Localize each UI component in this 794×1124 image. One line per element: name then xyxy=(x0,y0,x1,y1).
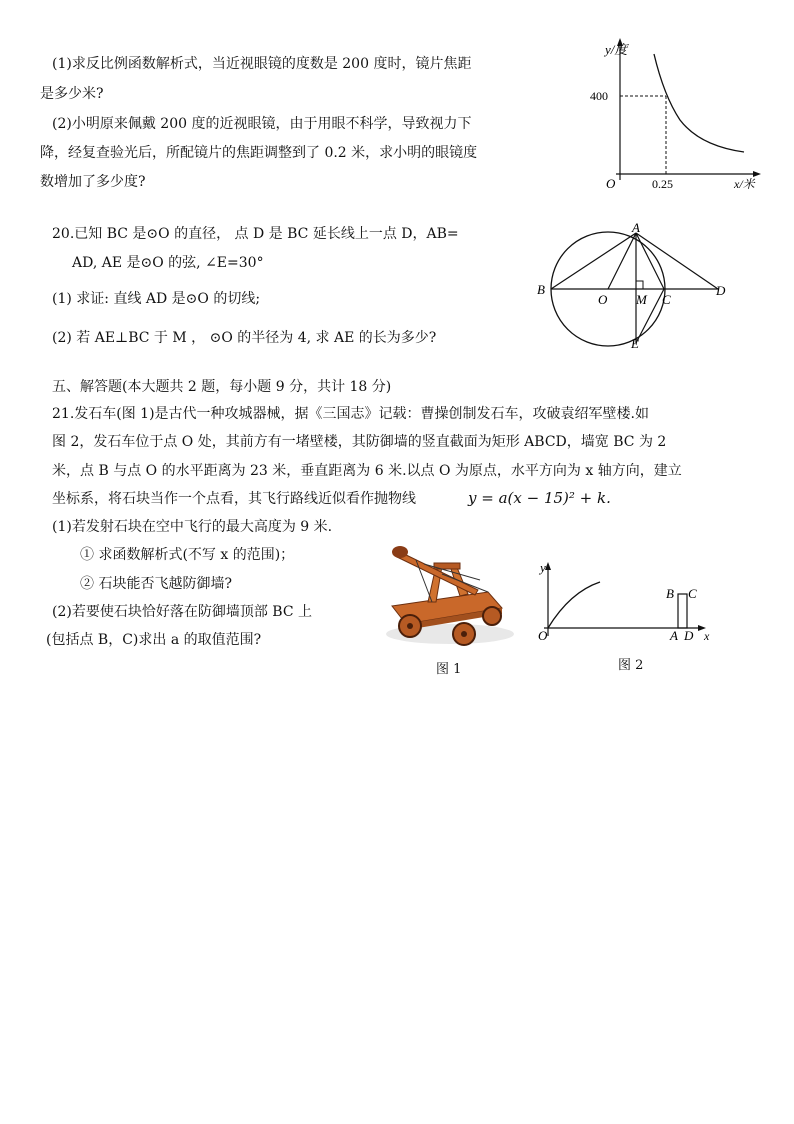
q21-part2-line1: (2)若要使石块恰好落在防御墙顶部 BC 上 xyxy=(52,604,312,620)
q21-formula: y = a(x − 15)² + k. xyxy=(468,489,611,507)
q20-line1: 20.已知 BC 是⊙O 的直径， 点 D 是 BC 延长线上一点 D，AB= xyxy=(52,226,459,242)
fig1-caption: 图 1 xyxy=(436,662,462,677)
q19-part1-line2: 是多少米? xyxy=(40,86,104,102)
q21-sub2: ② 石块能否飞越防御墙? xyxy=(80,576,232,592)
q21-sub1: ① 求函数解析式(不写 x 的范围)； xyxy=(80,547,295,563)
y-tick-400: 400 xyxy=(590,89,608,103)
q20-line2: AD, AE 是⊙O 的弦, ∠E=30° xyxy=(72,255,264,271)
q19-part1-line1: (1)求反比例函数解析式，当近视眼镜的度数是 200 度时，镜片焦距 xyxy=(52,56,472,72)
label-m: M xyxy=(636,292,647,307)
q20-part2: (2) 若 AE⊥BC 于 M ， ⊙O 的半径为 4, 求 AE 的长为多少? xyxy=(52,330,437,346)
q21-line3: 米，点 B 与点 O 的水平距离为 23 米，垂直距离为 6 米.以点 O 为原点，水平方向为 x 轴方向，建立 xyxy=(52,463,682,479)
origin-label: O xyxy=(606,176,616,191)
q21-part2-line2: (包括点 B，C)求出 a 的取值范围? xyxy=(46,632,262,648)
line-ao xyxy=(608,233,636,289)
label-a: A xyxy=(632,220,640,235)
fig2-caption: 图 2 xyxy=(618,658,644,673)
q19-part2-line2: 降，经复查验光后，所配镜片的焦距调整到了 0.2 米，求小明的眼镜度 xyxy=(40,145,478,161)
label-x: x xyxy=(704,629,710,643)
label-c: C xyxy=(688,586,697,601)
label-c: C xyxy=(662,292,671,307)
x-axis-label: x/米 xyxy=(734,177,755,191)
q21-coordinate-figure xyxy=(534,556,718,652)
line-ab xyxy=(551,233,636,289)
x-tick-025: 0.25 xyxy=(652,177,673,191)
label-o: O xyxy=(538,628,548,643)
label-d: D xyxy=(684,628,694,643)
y-axis-label: y/度 xyxy=(605,42,628,57)
q20-circle-figure xyxy=(532,220,742,350)
trajectory-curve xyxy=(548,582,600,628)
catapult-illustration xyxy=(380,536,520,654)
label-a: A xyxy=(670,628,678,643)
y-axis-arrow xyxy=(545,562,551,570)
q21-line1: 21.发石车(图 1)是古代一种攻城器械，据《三国志》记载：曹操创制发石车，攻破袁绍军壁楼.如 xyxy=(52,406,649,422)
q21-line2: 图 2，发石车位于点 O 处，其前方有一堵壁楼，其防御墙的竖直截面为矩形 ABCD，墙宽 BC 为 2 xyxy=(52,434,667,450)
label-b: B xyxy=(537,282,545,297)
label-e: E xyxy=(631,336,639,351)
defense-wall xyxy=(678,594,687,628)
section5-heading: 五、解答题(本大题共 2 题，每小题 9 分，共计 18 分) xyxy=(52,379,392,395)
q21-line4: 坐标系，将石块当作一个点看，其飞行路线近似看作抛物线 xyxy=(52,491,416,507)
q21-part1: (1)若发射石块在空中飞行的最大高度为 9 米. xyxy=(52,519,333,535)
q20-part1: (1) 求证: 直线 AD 是⊙O 的切线; xyxy=(52,291,261,307)
label-y: y xyxy=(540,560,546,575)
label-b: B xyxy=(666,586,674,601)
label-o: O xyxy=(598,292,608,307)
label-d: D xyxy=(716,283,726,298)
q19-part2-line1: (2)小明原来佩戴 200 度的近视眼镜，由于用眼不科学，导致视力下 xyxy=(52,116,472,132)
q19-part2-line3: 数增加了多少度? xyxy=(40,174,146,190)
q19-inverse-function-graph xyxy=(590,34,766,194)
right-angle-mark xyxy=(636,281,643,289)
line-ad xyxy=(636,233,718,289)
hyperbola-curve xyxy=(654,54,744,152)
